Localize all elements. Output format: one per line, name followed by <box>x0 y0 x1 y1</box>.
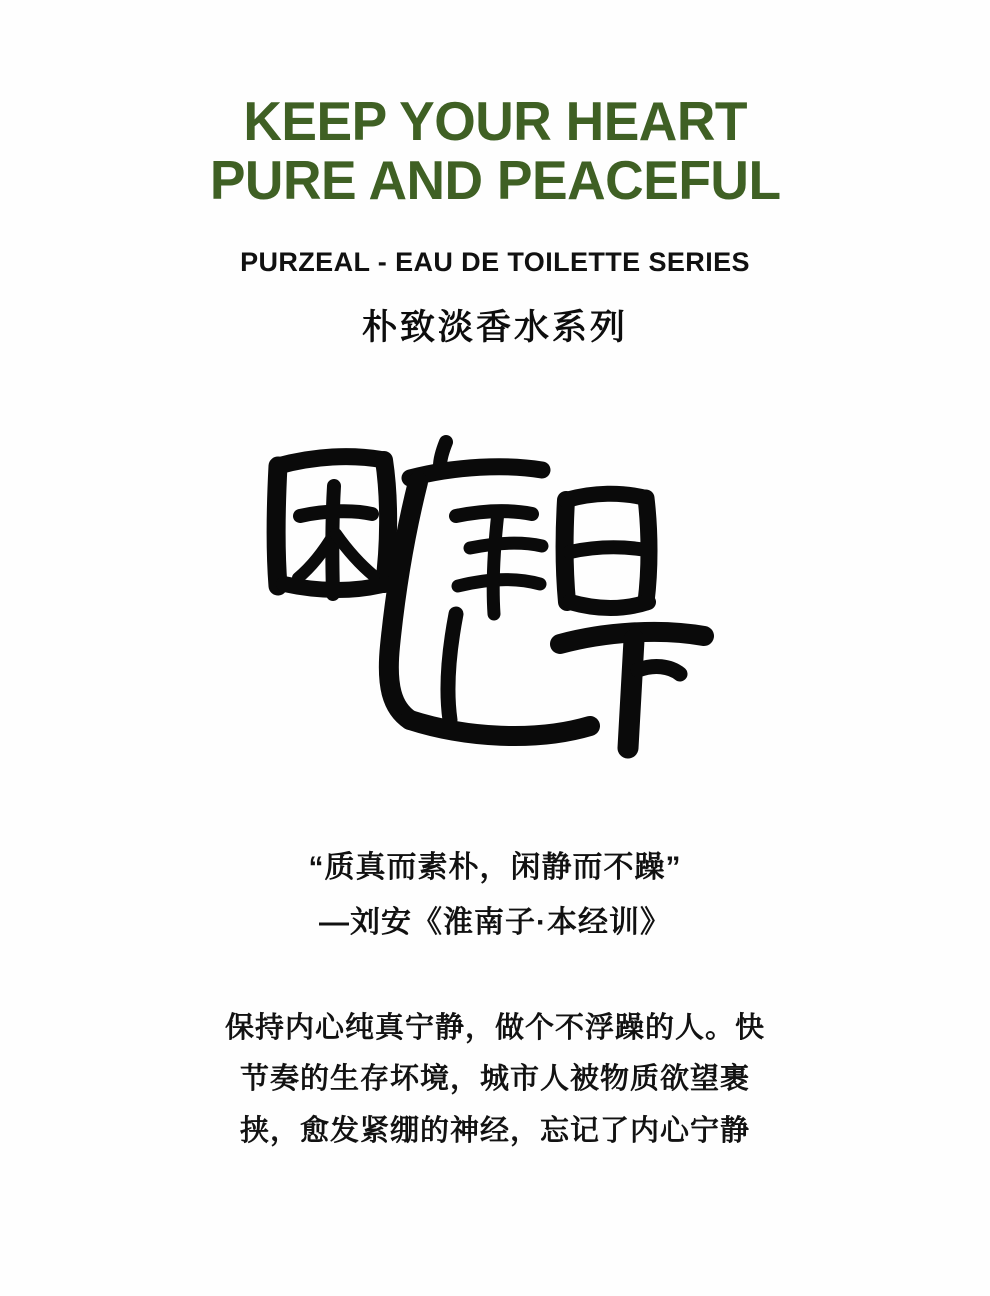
headline-line-1: KEEP YOUR HEART <box>243 90 747 152</box>
subtitle-chinese: 朴致淡香水系列 <box>361 307 628 347</box>
quote-block <box>309 840 682 951</box>
quote-text: “质真而素朴，闲静而不躁” <box>308 850 682 884</box>
calligraphy-artwork <box>260 408 730 778</box>
quote-attribution: —刘安《淮南子·本经训》 <box>319 906 671 940</box>
headline-line-2: PURE AND PEACEFUL <box>209 149 781 212</box>
page-title <box>210 92 781 211</box>
body-copy-text: 保持内心纯真宁静，做个不浮躁的人。快节奏的生存坏境，城市人被物质欲望裹挟，愈发紧绷的神经，忘记了内心宁静 <box>224 1011 765 1147</box>
subtitle-english: PURZEAL - EAU DE TOILETTE SERIES <box>240 246 750 277</box>
body-copy <box>215 1003 775 1158</box>
